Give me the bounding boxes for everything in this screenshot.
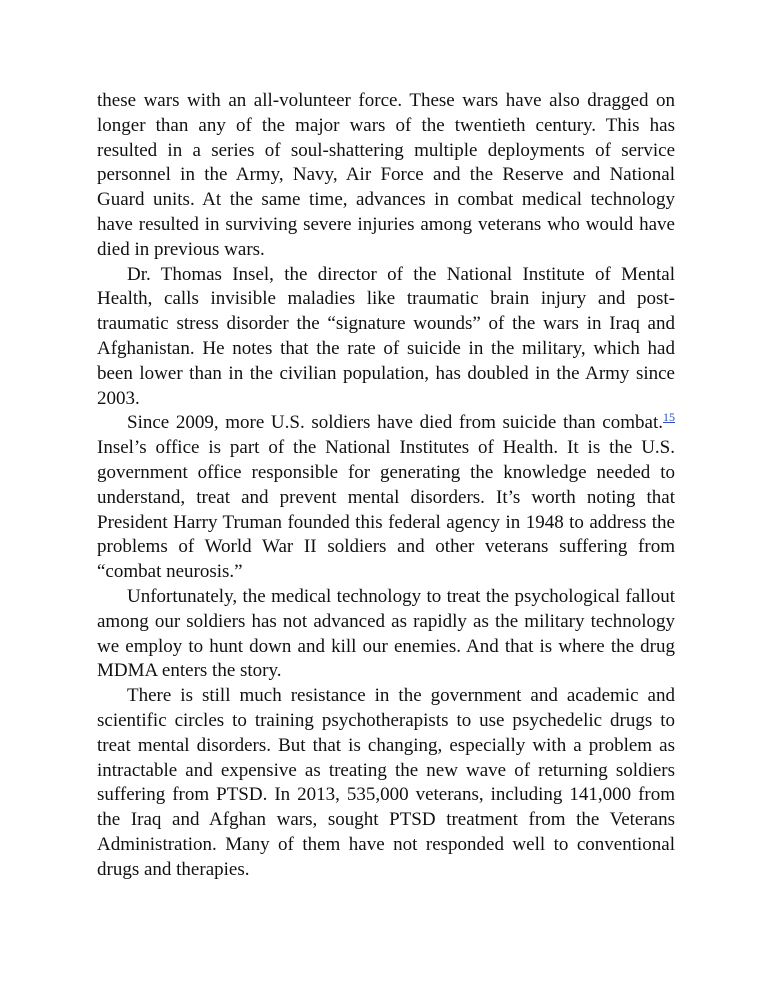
paragraph-text-after-footnote: Insel’s office is part of the National Institutes of Health. It is the U.S. government office responsible for generating the knowledge needed to understand, treat and prevent mental disorders. It’s worth noting that President Harry Truman founded this federal agency in 1948 to address the problems of World War II soldiers and other veterans suffering from “combat neurosis.” <box>97 437 675 583</box>
paragraph-continuation: these wars with an all-volunteer force. These wars have also dragged on longer than any of the major wars of the twentieth century. This has resulted in a series of soul-shattering multiple deployments of service personnel in the Army, Navy, Air Force and the Reserve and National Guard units. At the same time, advances in combat medical technology have resulted in surviving severe injuries among veterans who would have died in previous wars. <box>97 90 675 260</box>
book-page <box>97 89 675 883</box>
paragraph-resistance-ptsd: There is still much resistance in the government and academic and scientific circles to training psychotherapists to use psychedelic drugs to treat mental disorders. But that is changing, especially with a problem as intractable and expensive as treating the new wave of returning soldiers suffering from PTSD. In 2013, 535,000 veterans, including 141,000 from the Iraq and Afghan wars, sought PTSD treatment from the Veterans Administration. Many of them have not responded well to conventional drugs and therapies. <box>97 685 675 880</box>
footnote-link[interactable]: 15 <box>663 410 675 425</box>
paragraph-medical-technology: Unfortunately, the medical technology to treat the psychological fallout among our soldiers has not advanced as rapidly as the military technology we employ to hunt down and kill our enemies. And that is where the drug MDMA enters the story. <box>97 585 675 682</box>
paragraph-insel-signature-wounds: Dr. Thomas Insel, the director of the National Institute of Mental Health, calls invisible maladies like traumatic brain injury and post-traumatic stress disorder the “signature wounds” of the wars in Iraq and Afghanistan. He notes that the rate of suicide in the military, which had been lower than in the civilian population, has doubled in the Army since 2003. <box>97 263 675 409</box>
paragraph-suicide-statistics <box>97 411 675 585</box>
paragraph-text-before-footnote: Since 2009, more U.S. soldiers have died from suicide than combat. <box>127 412 663 434</box>
